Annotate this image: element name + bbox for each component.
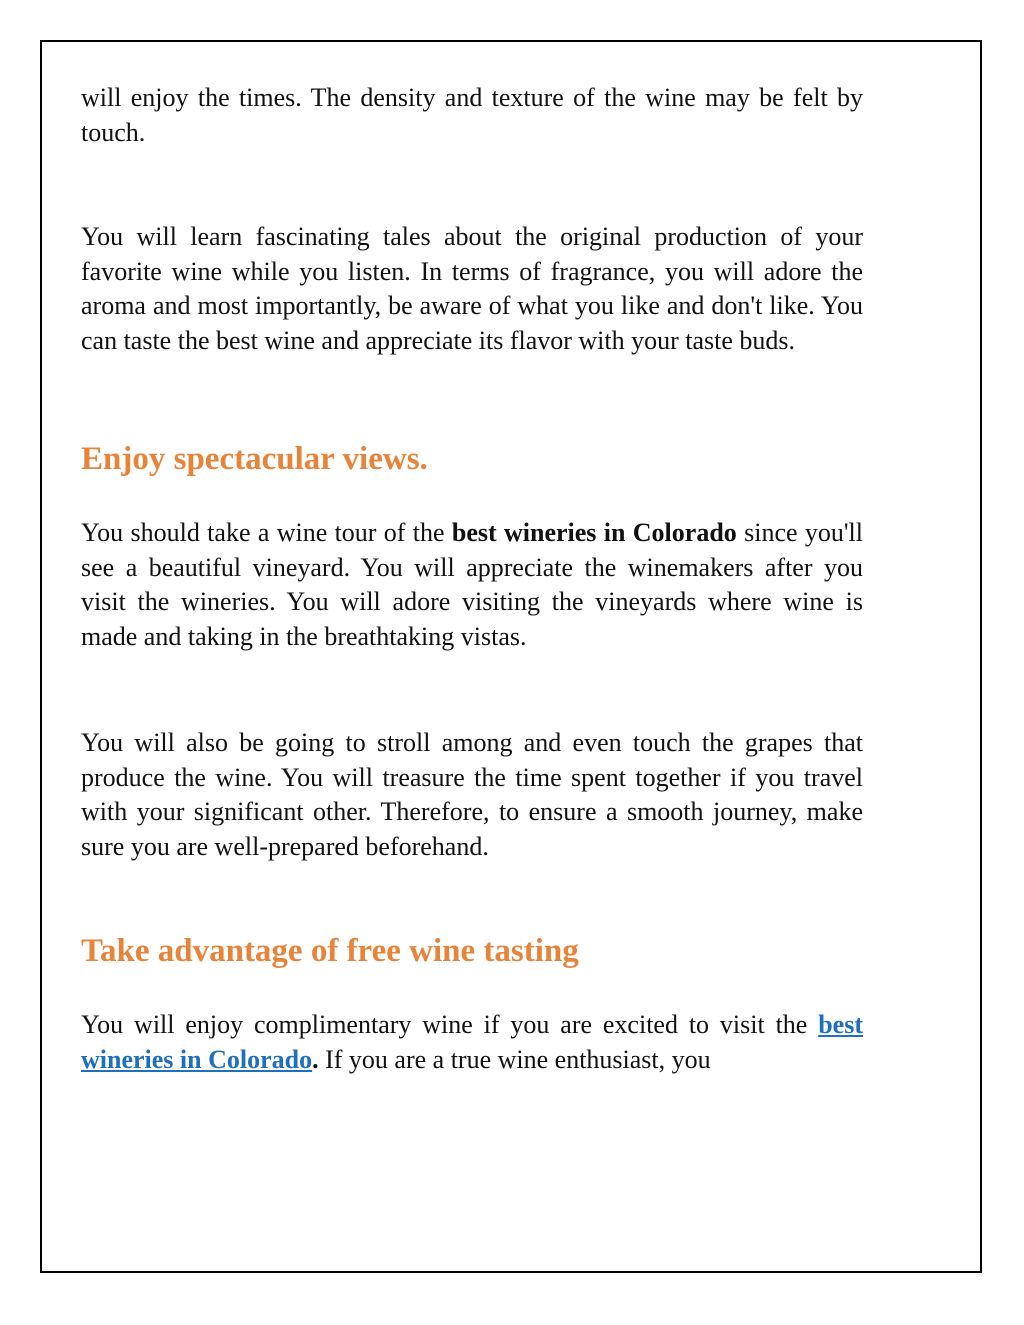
wineries-link[interactable]: best wineries in Colorado [81,1010,863,1074]
paragraph-complimentary [81,1008,863,1077]
link-period: . [312,1044,319,1074]
paragraph-grapes: You will also be going to stroll among and even touch the grapes that produce the wine. You will treasure the time spent together if you travel with your significant other. Therefore, to ensure a smooth journey, make sure you are well-prepared beforehand. [81,728,863,861]
spacer [81,654,863,726]
paragraph-listen: You will learn fascinating tales about the original production of your favorite wine while you listen. In terms of fragrance, you will adore the aroma and most importantly, be aware of what you like and don't like. You can taste the best wine and appreciate its flavor with your taste buds. [81,222,863,355]
spacer [81,150,863,220]
paragraph-complimentary-text-end: If you are a true wine enthusiast, you [318,1044,711,1074]
paragraph-vineyard-text-start: You should take a wine tour of the [81,518,452,547]
spacer [81,864,863,931]
heading-spectacular-views: Enjoy spectacular views. [81,441,428,477]
spacer [81,971,863,1008]
spacer [81,479,863,516]
paragraph-vineyard-text-end: since you'll see a beautiful vineyard. You will appreciate the winemakers after you visit the wineries. You will adore visiting the vineyards where wine is made and taking in the breathtaking vistas. [81,518,864,651]
paragraph-complimentary-text-start: You will enjoy complimentary wine if you are excited to visit the [81,1010,819,1039]
bold-keyword: best wineries in Colorado [451,518,737,547]
paragraph-intro: will enjoy the times. The density and texture of the wine may be felt by touch. [81,83,863,147]
heading-free-tasting: Take advantage of free wine tasting [81,933,579,969]
spacer [81,358,863,439]
paragraph-vineyard [81,516,863,654]
document-body [81,81,863,1077]
